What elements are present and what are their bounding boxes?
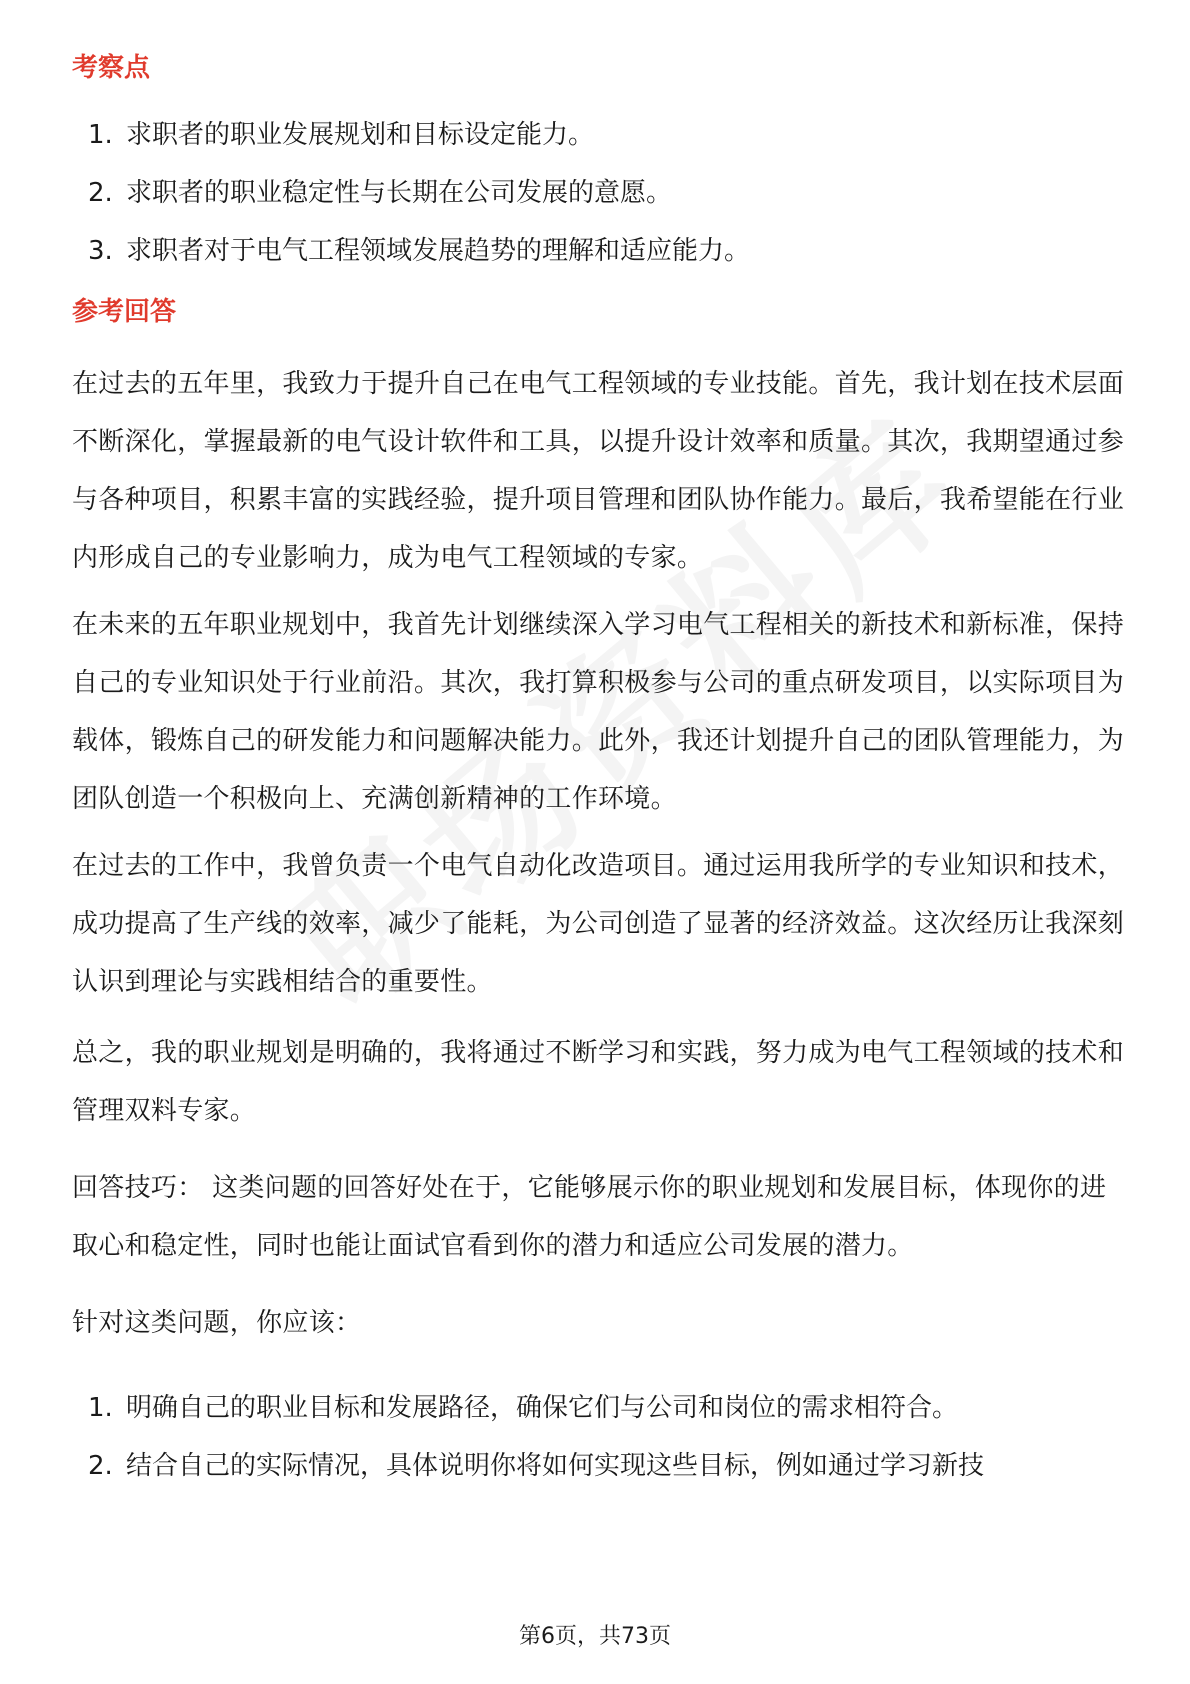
list-item: 2. 结合自己的实际情况，具体说明你将如何实现这些目标，例如通过学习新技 xyxy=(88,1451,985,1481)
list-item: 3. 求职者对于电气工程领域发展趋势的理解和适应能力。 xyxy=(88,236,751,266)
list-item: 1. 求职者的职业发展规划和目标设定能力。 xyxy=(88,120,595,150)
paragraph: 总之，我的职业规划是明确的，我将通过不断学习和实践，努力成为电气工程领域的技术和管理双料专家。 xyxy=(72,1038,1125,1126)
answer-heading: 参考回答 xyxy=(72,297,177,327)
tip-paragraph: 回答技巧： 这类问题的回答好处在于，它能够展示你的职业规划和发展目标，体现你的进取心和稳定性，同时也能让面试官看到你的潜力和适应公司发展的潜力。 xyxy=(72,1173,1107,1261)
paragraph: 在过去的工作中，我曾负责一个电气自动化改造项目。通过运用我所学的专业知识和技术，成功提高了生产线的效率，减少了能耗，为公司创造了显著的经济效益。这次经历让我深刻认识到理论与实践相结合的重要性。 xyxy=(72,851,1125,997)
list-item: 1. 明确自己的职业目标和发展路径，确保它们与公司和岗位的需求相符合。 xyxy=(88,1393,959,1423)
paragraph: 在未来的五年职业规划中，我首先计划继续深入学习电气工程相关的新技术和新标准，保持自己的专业知识处于行业前沿。其次，我打算积极参与公司的重点研发项目，以实际项目为载体，锻炼自己的研发能力和问题解决能力。此外，我还计划提升自己的团队管理能力，为团队创造一个积极向上、充满创新精神的工作环境。 xyxy=(72,610,1125,814)
paragraph: 针对这类问题，你应该： xyxy=(72,1308,362,1338)
list-item: 2. 求职者的职业稳定性与长期在公司发展的意愿。 xyxy=(88,178,673,208)
paragraph: 在过去的五年里，我致力于提升自己在电气工程领域的专业技能。首先，我计划在技术层面不断深化，掌握最新的电气设计软件和工具，以提升设计效率和质量。其次，我期望通过参与各种项目，积累丰富的实践经验，提升项目管理和团队协作能力。最后，我希望能在行业内形成自己的专业影响力，成为电气工程领域的专家。 xyxy=(72,369,1125,573)
focus-heading: 考察点 xyxy=(72,53,151,83)
focus-list xyxy=(72,117,1132,291)
page-number: 第6页，共73页 xyxy=(519,1624,671,1649)
tips-list xyxy=(72,1390,1132,1506)
